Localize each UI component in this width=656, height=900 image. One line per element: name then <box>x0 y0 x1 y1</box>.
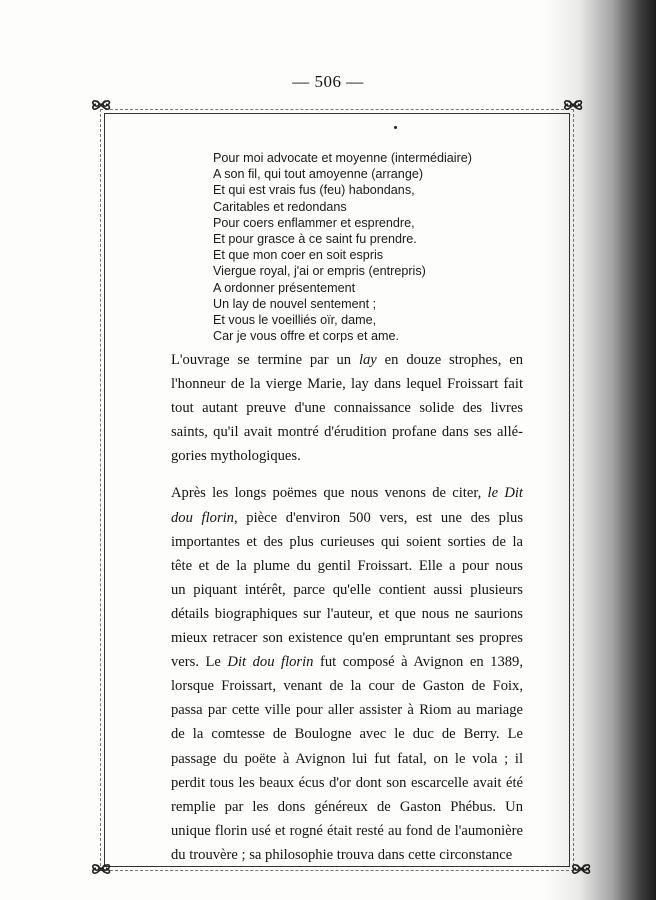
text-line: Après les longs poëmes que nous venons de citer, le Dit <box>171 485 523 502</box>
text-line: un piquant intérêt, parce qu'elle contient aussi plusieurs <box>171 581 523 598</box>
verse-line: Caritables et redondans <box>213 199 347 214</box>
verse-line: Viergue royal, j'ai or empris (entrepris) <box>213 264 426 279</box>
verse-line: Pour coers enflammer et esprendre, <box>213 215 415 230</box>
italic-title: lay <box>358 352 377 368</box>
paragraph-dit-dou-florin <box>157 481 523 867</box>
verse-line: Et qui est vrais fus (feu) habondans, <box>213 183 415 198</box>
text-line: dou florin, pièce d'environ 500 vers, est une des plus <box>171 509 523 526</box>
text-line: de la comtesse de Boulogne avec le duc de Berry. Le <box>171 726 523 743</box>
text-line: unique florin usé et rogné était resté au fond de l'aumonière <box>171 822 523 839</box>
paragraph-lay <box>157 348 523 468</box>
text-line: remplie par les dons généreux de Gaston Phébus. Un <box>171 798 523 815</box>
text-line: passage du poëte à Avignon lui fut fatal, on le vola ; il <box>171 750 523 767</box>
verse-line: Car je vous offre et corps et ame. <box>213 329 399 344</box>
italic-title: Dit dou florin <box>227 654 314 671</box>
text-line: mieux retracer son existence qu'en empruntant ses propres <box>171 630 523 647</box>
text-line: passa par cette ville pour aller assister à Riom au mariage <box>171 702 523 719</box>
text-line: l'honneur de la vierge Marie, lay dans lequel Froissart fait <box>171 376 523 393</box>
text-line: gories mythologiques. <box>171 448 301 465</box>
flourish-ornament-icon <box>88 92 114 118</box>
text-line: vers. Le Dit dou florin fut composé à Avignon en 1389, <box>171 654 524 671</box>
verse-line: Pour moi advocate et moyenne (intermédiaire) <box>213 151 472 165</box>
flourish-ornament-icon <box>568 856 594 882</box>
flourish-ornament-icon <box>560 92 586 118</box>
text-line: L'ouvrage se termine par un lay en douze strophes, en <box>171 352 524 368</box>
text-line: saints, qu'il avait montré d'érudition profane dans ses allé- <box>171 424 523 441</box>
text-line: tout autant preuve d'une connaissance solide des livres <box>171 400 523 417</box>
text-line: tête et de la plume du gentil Froissart. Elle a pour nous <box>171 557 523 574</box>
italic-title: le Dit <box>487 485 523 502</box>
page-number: — 506 — <box>292 72 364 91</box>
stray-dot-mark <box>394 126 397 129</box>
text-line: lorsque Froissart, venant de la cour de Gaston de Foix, <box>171 678 523 695</box>
text-line: détails biographiques sur l'auteur, et que nous ne saurions <box>171 605 523 622</box>
flourish-ornament-icon <box>88 856 114 882</box>
verse-line: A ordonner présentement <box>213 280 356 295</box>
verse-line: Et pour grasce à ce saint fu prendre. <box>213 232 417 247</box>
italic-title: dou florin <box>171 509 234 526</box>
text-line: importantes et des plus curieuses qui soient sorties de la <box>171 533 523 550</box>
verse-line: Et vous le voeilliés oïr, dame, <box>213 313 377 328</box>
verse-line: Et que mon coer en soit espris <box>213 248 384 263</box>
verse-line: A son fil, qui tout amoyenne (arrange) <box>213 167 424 182</box>
body-text <box>157 348 523 867</box>
verse-line: Un lay de nouvel sentement ; <box>213 296 377 311</box>
text-line: du trouvère ; sa philosophie trouva dans cette circonstance <box>171 846 513 863</box>
text-line: perdit tous les beaux écus d'or dont son escarcelle avait été <box>171 774 523 791</box>
verse-block <box>213 150 513 344</box>
